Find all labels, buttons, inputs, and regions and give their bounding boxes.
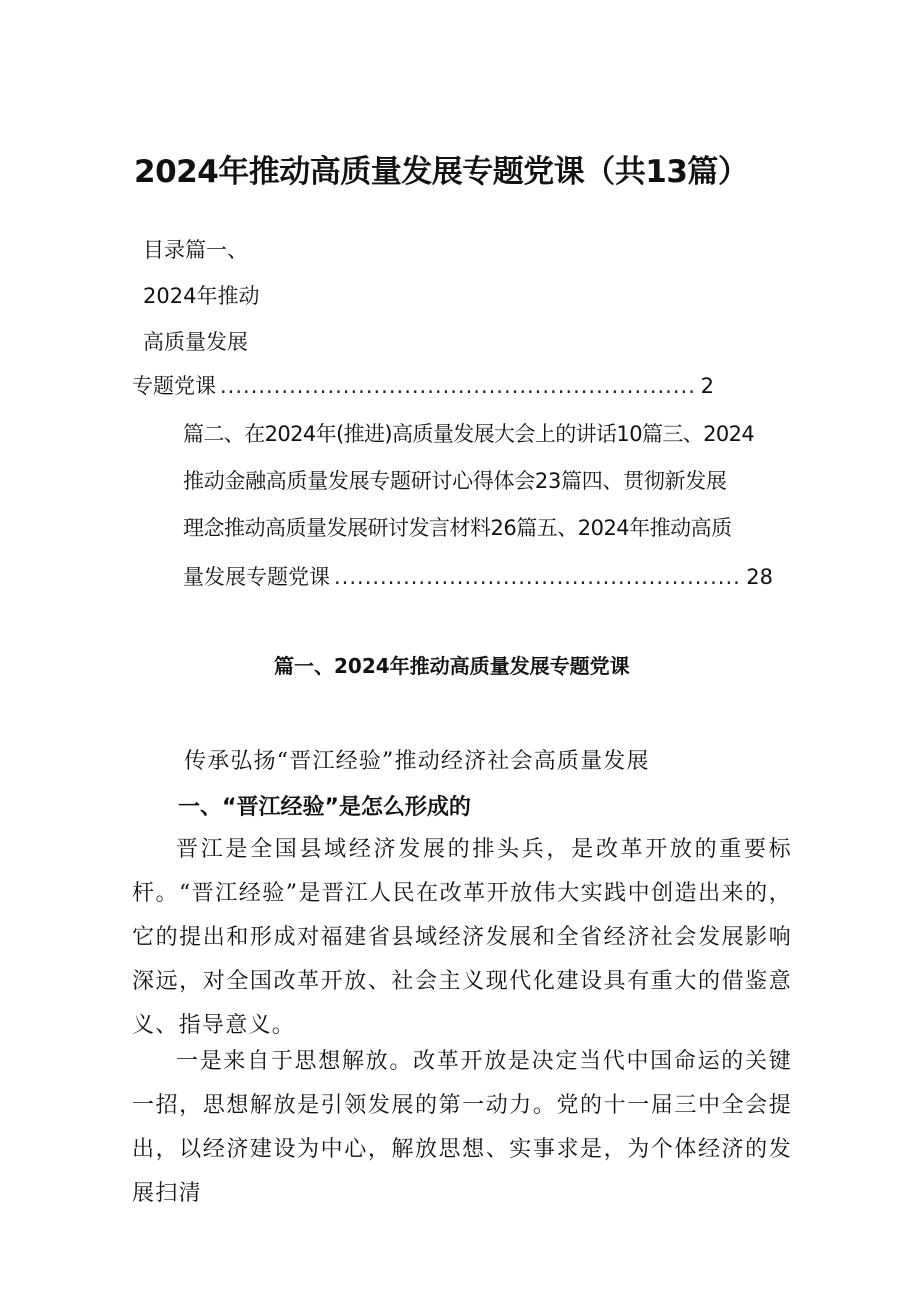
toc-line-d <box>183 561 773 591</box>
toc-item1-line3 <box>132 370 714 400</box>
toc-line-a: 篇二、在2024年(推进)高质量发展大会上的讲话10篇三、2024 <box>183 422 755 446</box>
toc-line-d-page: 28 <box>746 565 773 589</box>
paragraph-1: 晋江是全国县域经济发展的排头兵，是改革开放的重要标杆。“晋江经验”是晋江人民在改革开放伟大实践中创造出来的，它的提出和形成对福建省县域经济发展和全省经济社会发展影响深远，对全国改革开放、社会主义现代化建设具有重大的借鉴意义、指导意义。 <box>132 837 792 1038</box>
toc-line-b: 推动金融高质量发展专题研讨心得体会23篇四、贯彻新发展 <box>183 469 727 493</box>
toc-line-d-title: 量发展专题党课 <box>183 565 330 589</box>
heading-one: 一、“晋江经验”是怎么形成的 <box>178 795 471 820</box>
toc-dot-leader <box>334 565 742 589</box>
toc-label: 目录篇一、 <box>143 238 248 262</box>
toc-dot-leader <box>220 374 697 398</box>
section-heading: 篇一、2024年推动高质量发展专题党课 <box>274 654 630 678</box>
paragraph-2: 一是来自于思想解放。改革开放是决定当代中国命运的关键一招，思想解放是引领发展的第一动力。党的十一届三中全会提出，以经济建设为中心，解放思想、实事求是，为个体经济的发展扫清 <box>132 1049 792 1206</box>
toc-item1-title: 专题党课 <box>132 374 216 398</box>
toc-line-c: 理念推动高质量发展研讨发言材料26篇五、2024年推动高质 <box>183 516 732 540</box>
subtitle: 传承弘扬“晋江经验”推动经济社会高质量发展 <box>184 749 650 774</box>
toc-item1-page: 2 <box>700 374 714 398</box>
toc-item1-line1: 2024年推动 <box>143 284 260 308</box>
document-title: 2024年推动高质量发展专题党课（共13篇） <box>134 154 749 190</box>
toc-item1-line2: 高质量发展 <box>143 330 248 354</box>
